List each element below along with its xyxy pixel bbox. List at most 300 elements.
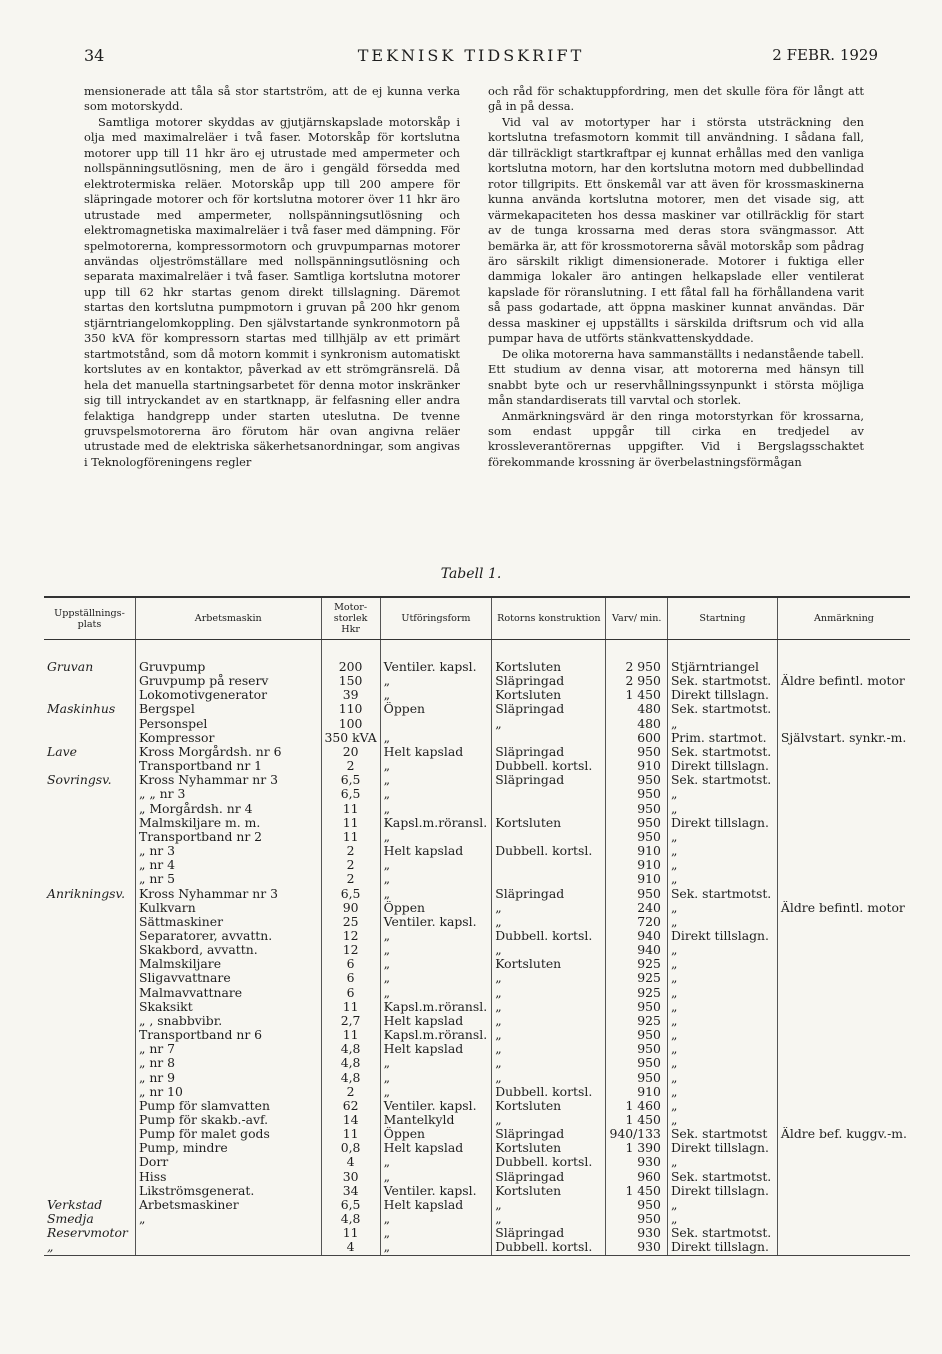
table-cell xyxy=(44,1155,135,1169)
table-cell: Kortsluten xyxy=(492,660,606,674)
table-cell: 950 xyxy=(606,1000,667,1014)
header-starting: Startning xyxy=(667,597,777,640)
table-row xyxy=(44,660,910,674)
table-cell: „ xyxy=(380,858,492,872)
table-cell: Kapsl.m.röransl. xyxy=(380,816,492,830)
header-location: Uppställnings-plats xyxy=(44,597,135,640)
table-cell: „ xyxy=(380,1212,492,1226)
table-header-row xyxy=(44,597,910,640)
table-cell: Kross Morgårdsh. nr 6 xyxy=(135,745,321,759)
table-cell: 950 xyxy=(606,830,667,844)
table-cell: „ xyxy=(380,887,492,901)
table-cell: 950 xyxy=(606,802,667,816)
table-cell: 4 xyxy=(321,1240,380,1255)
table-row xyxy=(44,816,910,830)
table-cell xyxy=(492,858,606,872)
table-cell xyxy=(777,1212,910,1226)
table-cell: „ xyxy=(667,1056,777,1070)
table-cell: Malmskiljare m. m. xyxy=(135,816,321,830)
table-cell: Direkt tillslagn. xyxy=(667,688,777,702)
table-cell: 90 xyxy=(321,901,380,915)
table-cell: „ xyxy=(667,858,777,872)
table-cell: „ xyxy=(667,830,777,844)
table-cell: „ xyxy=(667,943,777,957)
table-cell: „ xyxy=(667,717,777,731)
table-cell: Direkt tillslagn. xyxy=(667,1240,777,1255)
table-cell xyxy=(44,1170,135,1184)
table-cell: Kapsl.m.röransl. xyxy=(380,1000,492,1014)
table-cell: Ventiler. kapsl. xyxy=(380,1099,492,1113)
table-cell: 11 xyxy=(321,1127,380,1141)
table-cell xyxy=(44,844,135,858)
table-cell: Öppen xyxy=(380,702,492,716)
table-cell: Släpringad xyxy=(492,702,606,716)
table-cell: 910 xyxy=(606,858,667,872)
table-cell xyxy=(44,1099,135,1113)
table-cell: 25 xyxy=(321,915,380,929)
table-cell: Dubbell. kortsl. xyxy=(492,759,606,773)
table-cell: 4,8 xyxy=(321,1212,380,1226)
header-machine: Arbetsmaskin xyxy=(135,597,321,640)
table-cell: „ xyxy=(492,1212,606,1226)
table-cell xyxy=(44,915,135,929)
table-cell: Sek. startmotst. xyxy=(667,773,777,787)
table-cell: 11 xyxy=(321,816,380,830)
table-cell xyxy=(44,971,135,985)
table-cell: Släpringad xyxy=(492,1226,606,1240)
table-cell: Släpringad xyxy=(492,674,606,688)
table-cell: 6,5 xyxy=(321,787,380,801)
table-row xyxy=(44,1141,910,1155)
table-cell: Transportband nr 1 xyxy=(135,759,321,773)
table-cell: 910 xyxy=(606,872,667,886)
table-cell: „ xyxy=(380,957,492,971)
table-cell: 39 xyxy=(321,688,380,702)
table-cell: Släpringad xyxy=(492,887,606,901)
table-cell: 925 xyxy=(606,957,667,971)
table-cell: Kortsluten xyxy=(492,1099,606,1113)
table-cell: Malmskiljare xyxy=(135,957,321,971)
table-cell: Kortsluten xyxy=(492,816,606,830)
header-design: Utföringsform xyxy=(380,597,492,640)
table-cell xyxy=(777,787,910,801)
table-cell xyxy=(44,1141,135,1155)
table-cell xyxy=(44,957,135,971)
table-cell: Ventiler. kapsl. xyxy=(380,660,492,674)
table-cell: Självstart. synkr.-m. xyxy=(777,731,910,745)
table-cell: „ xyxy=(492,971,606,985)
table-cell: 2 xyxy=(321,1085,380,1099)
table-cell: „ xyxy=(380,943,492,957)
table-row xyxy=(44,1085,910,1099)
table-cell: 925 xyxy=(606,971,667,985)
table-cell: Anrikningsv. xyxy=(47,886,126,901)
table-cell xyxy=(44,986,135,1000)
table-cell: 2 xyxy=(321,759,380,773)
table-cell xyxy=(44,759,135,773)
table-cell: Helt kapslad xyxy=(380,1198,492,1212)
table-cell xyxy=(44,731,135,745)
table-cell: „ xyxy=(380,773,492,787)
table-row xyxy=(44,1184,910,1198)
table-cell: „ xyxy=(380,802,492,816)
table-row xyxy=(44,702,910,716)
table-cell: Sek. startmotst. xyxy=(667,887,777,901)
table-cell: Helt kapslad xyxy=(380,745,492,759)
table-cell: Verkstad xyxy=(47,1197,103,1212)
table-row xyxy=(44,1155,910,1169)
table-cell: 940/133 xyxy=(606,1127,667,1141)
table-cell: 950 xyxy=(606,787,667,801)
table-cell: „ nr 8 xyxy=(135,1056,321,1070)
table-cell: „ xyxy=(380,1071,492,1085)
table-cell: „ nr 10 xyxy=(135,1085,321,1099)
table-cell: Mantelkyld xyxy=(380,1113,492,1127)
table-cell: 480 xyxy=(606,702,667,716)
table-cell: 350 kVA xyxy=(321,731,380,745)
table-cell xyxy=(777,1226,910,1240)
table-cell: 1 450 xyxy=(606,1184,667,1198)
table-row xyxy=(44,802,910,816)
table-cell xyxy=(777,858,910,872)
table-cell: Dubbell. kortsl. xyxy=(492,844,606,858)
table-cell xyxy=(44,1127,135,1141)
table-row xyxy=(44,929,910,943)
table-cell: „ xyxy=(667,1099,777,1113)
table-cell: Kompressor xyxy=(135,731,321,745)
table-cell: 2 xyxy=(321,858,380,872)
table-cell: „ xyxy=(667,1085,777,1099)
table-cell: Bergspel xyxy=(135,702,321,716)
table-cell: Direkt tillslagn. xyxy=(667,929,777,943)
table-cell: Dubbell. kortsl. xyxy=(492,929,606,943)
table-cell: 910 xyxy=(606,759,667,773)
table-cell: „ xyxy=(667,787,777,801)
table-cell: „ xyxy=(667,872,777,886)
table-row xyxy=(44,1014,910,1028)
table-cell xyxy=(777,802,910,816)
table-cell: Sek. startmotst. xyxy=(667,702,777,716)
table-cell: „ xyxy=(380,830,492,844)
paragraph: Samtliga motorer skyddas av gjutjärnskapslade motorskåp i olja med maximalreläer i två faser. Motorskåp för kortslutna motorer upp till 11 hkr äro ej utrustade med ampermeter och nollspänningsutlösning, men de äro i gengäld försedda med elektrotermiska reläer. Motorskåp upp till 200 ampere för släpringade motorer och för kortslutna motorer över 11 hkr äro utrustade med ampermeter, nollspänningsutlösning och elektromagnetiska maximalreläer i två faser med dämpning. För spelmotorerna, kompressormotorn och gruvpumparnas motorer användas oljeströmställare med nollspänningsutlösning och separata maximalreläer i två faser. Samtliga kortslutna motorer upp till 62 hkr startas genom direkt tillslagning. Däremot startas den kortslutna pumpmotorn i gruvan på 200 hkr genom stjärntriangelomkoppling. Den självstartande synkronmotorn på 350 kVA för kompressorn startas med tillhjälp av ett primärt startmotstånd, som då motorn kommit i synkronism automatiskt kortslutes av en kontaktor, påverkad av ett strömgränsrelä. Då hela det manuella startningsarbetet för denna motor inskränker sig till intryckandet av en startknapp, är felfasning eller andra felaktiga handgrepp under starten uteslutna. De tvenne gruvspelsmotorerna äro förutom här ovan angivna reläer utrustade med de elektriska säkerhetsanordningar, som angivas i Teknologföreningens regler xyxy=(84,114,460,469)
right-text-column xyxy=(488,84,864,470)
table-row xyxy=(44,1198,910,1212)
table-cell: 1 460 xyxy=(606,1099,667,1113)
table-cell: Malmavvattnare xyxy=(135,986,321,1000)
table-cell: „ xyxy=(380,731,492,745)
table-cell: „ xyxy=(380,986,492,1000)
table-cell xyxy=(44,688,135,702)
table-cell: „ xyxy=(667,1071,777,1085)
table-cell: 2 xyxy=(321,844,380,858)
table-cell: Transportband nr 2 xyxy=(135,830,321,844)
header-remark: Anmärkning xyxy=(777,597,910,640)
table-cell: 100 xyxy=(321,717,380,731)
table-cell xyxy=(777,957,910,971)
table-cell: „ xyxy=(667,1014,777,1028)
table-cell: 950 xyxy=(606,773,667,787)
table-cell: „ xyxy=(492,1042,606,1056)
table-cell xyxy=(777,1056,910,1070)
table-cell: Äldre befintl. motor xyxy=(777,901,910,915)
table-cell xyxy=(777,929,910,943)
table-cell xyxy=(777,1042,910,1056)
table-cell xyxy=(777,986,910,1000)
table-cell: Dubbell. kortsl. xyxy=(492,1085,606,1099)
table-cell: „ xyxy=(380,759,492,773)
table-cell: 930 xyxy=(606,1240,667,1255)
motor-table xyxy=(44,596,910,1256)
table-cell: „ „ nr 3 xyxy=(135,787,321,801)
table-cell: Dubbell. kortsl. xyxy=(492,1155,606,1169)
table-row xyxy=(44,858,910,872)
table-cell: Pump för malet gods xyxy=(135,1127,321,1141)
table-cell xyxy=(492,802,606,816)
table-cell xyxy=(44,1014,135,1028)
table-cell: 6 xyxy=(321,971,380,985)
table-cell xyxy=(777,1155,910,1169)
table-cell: 14 xyxy=(321,1113,380,1127)
table-cell: „ xyxy=(667,1155,777,1169)
table-cell xyxy=(44,929,135,943)
table-cell: Kross Nyhammar nr 3 xyxy=(135,773,321,787)
table-cell: Helt kapslad xyxy=(380,844,492,858)
issue-date: 2 FEBR. 1929 xyxy=(772,46,878,64)
table-cell: 1 390 xyxy=(606,1141,667,1155)
table-cell xyxy=(44,901,135,915)
table-cell: 925 xyxy=(606,1014,667,1028)
table-cell xyxy=(44,1071,135,1085)
table-row xyxy=(44,688,910,702)
table-cell: Sovringsv. xyxy=(47,773,112,788)
table-cell: 6,5 xyxy=(321,887,380,901)
table-row xyxy=(44,1127,910,1141)
table-cell xyxy=(777,1141,910,1155)
table-cell: Kortsluten xyxy=(492,1184,606,1198)
table-cell: „ xyxy=(492,1000,606,1014)
table-cell: „ xyxy=(380,1056,492,1070)
table-cell: „ xyxy=(492,943,606,957)
table-cell: 12 xyxy=(321,943,380,957)
table-cell: „ xyxy=(492,915,606,929)
table-cell: Sek. startmotst xyxy=(667,1127,777,1141)
table-cell: 950 xyxy=(606,1042,667,1056)
table-row xyxy=(44,887,910,901)
table-cell: Gruvan xyxy=(47,660,94,674)
table-cell xyxy=(777,1170,910,1184)
table-cell: „ xyxy=(667,986,777,1000)
table-cell: „ xyxy=(667,1028,777,1042)
table-cell: Lave xyxy=(47,744,77,759)
table-cell: Ventiler. kapsl. xyxy=(380,1184,492,1198)
table-cell: Direkt tillslagn. xyxy=(667,759,777,773)
table-cell xyxy=(777,1184,910,1198)
table-body xyxy=(44,640,910,1256)
table-cell: 12 xyxy=(321,929,380,943)
table-cell: 720 xyxy=(606,915,667,929)
table-cell: 6,5 xyxy=(321,773,380,787)
table-cell xyxy=(777,1014,910,1028)
table-cell: 4,8 xyxy=(321,1042,380,1056)
table-cell: Ventiler. kapsl. xyxy=(380,915,492,929)
table-cell: „ xyxy=(380,674,492,688)
table-spacer-row xyxy=(44,640,910,661)
table-cell: 910 xyxy=(606,1085,667,1099)
table-cell: „ xyxy=(380,872,492,886)
table-row xyxy=(44,830,910,844)
table-cell xyxy=(492,830,606,844)
table-cell: 2 950 xyxy=(606,660,667,674)
table-cell: „ xyxy=(380,1155,492,1169)
table-row xyxy=(44,731,910,745)
page-number: 34 xyxy=(84,46,105,65)
table-cell: Sättmaskiner xyxy=(135,915,321,929)
table-cell: „ xyxy=(492,1113,606,1127)
table-cell: „ xyxy=(667,901,777,915)
table-cell xyxy=(44,1028,135,1042)
table-cell: Släpringad xyxy=(492,745,606,759)
table-row xyxy=(44,674,910,688)
table-cell: 6 xyxy=(321,957,380,971)
table-cell: Stjärntriangel xyxy=(667,660,777,674)
table-cell: „ nr 9 xyxy=(135,1071,321,1085)
table-cell: 0,8 xyxy=(321,1141,380,1155)
table-cell: Skaksikt xyxy=(135,1000,321,1014)
table-cell: Sek. startmotst. xyxy=(667,1226,777,1240)
table-cell xyxy=(777,702,910,716)
table-cell: 1 450 xyxy=(606,688,667,702)
table-cell xyxy=(44,802,135,816)
table-cell: 30 xyxy=(321,1170,380,1184)
table-row xyxy=(44,1212,910,1226)
table-cell: „ xyxy=(667,802,777,816)
table-cell: Pump för skakb.-avf. xyxy=(135,1113,321,1127)
table-cell: Helt kapslad xyxy=(380,1014,492,1028)
table-cell: 2,7 xyxy=(321,1014,380,1028)
table-row xyxy=(44,1042,910,1056)
table-cell: „ Morgårdsh. nr 4 xyxy=(135,802,321,816)
journal-title: TEKNISK TIDSKRIFT xyxy=(357,46,585,65)
table-cell: Hiss xyxy=(135,1170,321,1184)
table-cell: Arbetsmaskiner xyxy=(135,1198,321,1212)
table-cell: „ xyxy=(667,915,777,929)
table-row xyxy=(44,787,910,801)
table-cell: „ xyxy=(492,1071,606,1085)
header-motor-size: Motor-storlek Hkr xyxy=(321,597,380,640)
table-cell: Äldre befintl. motor xyxy=(777,674,910,688)
table-cell: 200 xyxy=(321,660,380,674)
header-rotor: Rotorns konstruktion xyxy=(492,597,606,640)
table-cell: 110 xyxy=(321,702,380,716)
table-cell: Kross Nyhammar nr 3 xyxy=(135,887,321,901)
table-cell: 62 xyxy=(321,1099,380,1113)
table-cell: Pump, mindre xyxy=(135,1141,321,1155)
table-cell: 11 xyxy=(321,1028,380,1042)
table-cell: Äldre bef. kuggv.-m. xyxy=(777,1127,910,1141)
table-row xyxy=(44,1056,910,1070)
table-cell: Direkt tillslagn. xyxy=(667,816,777,830)
table-cell: 950 xyxy=(606,887,667,901)
paragraph: Vid val av motortyper har i största utsträckning den kortslutna trefasmotorn kommit till användning. I sådana fall, där tillräckligt startkraftpar ej kunnat erhållas med den vanliga kortslutna motorn, har den kortslutna motorn med dubbellindad rotor tillgripits. Ett önskemål var att även för krossmaskinerna kunna använda kortslutna motorer, men det visade sig, att värmekapaciteten hos dessa maskiner var otillräcklig för start av de tunga krossarna med deras stora svängmassor. Att bemärka är, att för krossmotorerna såväl motorskåp som pådrag äro särskilt rikligt dimensionerade. Motorer i fuktiga eller dammiga lokaler äro antingen helkapslade eller ventilerat kapslade för röranslutning. I ett fåtal fall ha förhållandena varit så pass godartade, att öppna maskiner kunnat användas. Där dessa maskiner ej uppställts i särskilda driftsrum och vid alla pumpar hava de utförts stänkvattenskyddade. xyxy=(488,114,864,346)
table-cell: Skakbord, avvattn. xyxy=(135,943,321,957)
page-header xyxy=(0,46,942,70)
table-cell: Släpringad xyxy=(492,1170,606,1184)
table-cell xyxy=(492,731,606,745)
table-cell: „ , snabbvibr. xyxy=(135,1014,321,1028)
table-cell xyxy=(777,844,910,858)
table-cell xyxy=(777,915,910,929)
table-row xyxy=(44,1170,910,1184)
table-cell: Reservmotor xyxy=(47,1226,128,1241)
table-cell: Direkt tillslagn. xyxy=(667,1184,777,1198)
table-cell: 600 xyxy=(606,731,667,745)
table-cell: Smedja xyxy=(47,1212,94,1227)
table-cell xyxy=(777,971,910,985)
table-cell xyxy=(777,759,910,773)
table-row xyxy=(44,1000,910,1014)
table-cell: „ xyxy=(667,1113,777,1127)
table-cell: Släpringad xyxy=(492,1127,606,1141)
table-cell: 6,5 xyxy=(321,1198,380,1212)
table-cell: Gruvpump xyxy=(135,660,321,674)
paragraph: och råd för schaktuppfordring, men det skulle föra för långt att gå in på dessa. xyxy=(488,84,864,114)
table-cell xyxy=(44,1000,135,1014)
table-cell xyxy=(777,1000,910,1014)
table-cell: Sek. startmotst. xyxy=(667,745,777,759)
table-cell xyxy=(777,830,910,844)
table-cell: 950 xyxy=(606,1056,667,1070)
table-cell: 950 xyxy=(606,745,667,759)
table-cell xyxy=(44,872,135,886)
table-cell: Prim. startmot. xyxy=(667,731,777,745)
table-cell: Likströmsgenerat. xyxy=(135,1184,321,1198)
table-cell: Kulkvarn xyxy=(135,901,321,915)
table-cell: „ xyxy=(44,1240,135,1255)
left-text-column xyxy=(84,84,460,470)
table-cell: Kapsl.m.röransl. xyxy=(380,1028,492,1042)
table-cell: „ xyxy=(380,688,492,702)
table-caption: Tabell 1. xyxy=(440,566,502,582)
table-cell: „ xyxy=(667,1042,777,1056)
paragraph: Anmärkningsvärd är den ringa motorstyrkan för krossarna, som endast uppgår till cirka en tredjedel av krossleverantörernas uppgifter. Vid i Bergslagsschaktet förekommande krossning är överbelastningsförmågan xyxy=(488,408,864,469)
table-cell: „ nr 5 xyxy=(135,872,321,886)
table-cell xyxy=(492,872,606,886)
table-row xyxy=(44,901,910,915)
table-cell xyxy=(44,943,135,957)
header-rpm: Varv/ min. xyxy=(606,597,667,640)
table-cell: 950 xyxy=(606,1028,667,1042)
table-cell xyxy=(777,660,910,674)
table-row xyxy=(44,915,910,929)
table-cell xyxy=(135,1226,321,1240)
table-cell: Direkt tillslagn. xyxy=(667,1141,777,1155)
paragraph: mensionerade att tåla så stor startström, att de ej kunna verka som motorskydd. xyxy=(84,84,460,114)
table-cell: 930 xyxy=(606,1155,667,1169)
table-cell: Lokomotivgenerator xyxy=(135,688,321,702)
table-cell: „ xyxy=(380,971,492,985)
table-cell: „ xyxy=(492,1014,606,1028)
table-cell: Släpringad xyxy=(492,773,606,787)
table-cell xyxy=(777,872,910,886)
table-cell: „ xyxy=(492,1028,606,1042)
table-row xyxy=(44,1028,910,1042)
table-cell: Kortsluten xyxy=(492,688,606,702)
table-cell xyxy=(777,1028,910,1042)
table-cell xyxy=(44,1184,135,1198)
table-cell: Personspel xyxy=(135,717,321,731)
table-cell: 1 450 xyxy=(606,1113,667,1127)
table-row xyxy=(44,872,910,886)
